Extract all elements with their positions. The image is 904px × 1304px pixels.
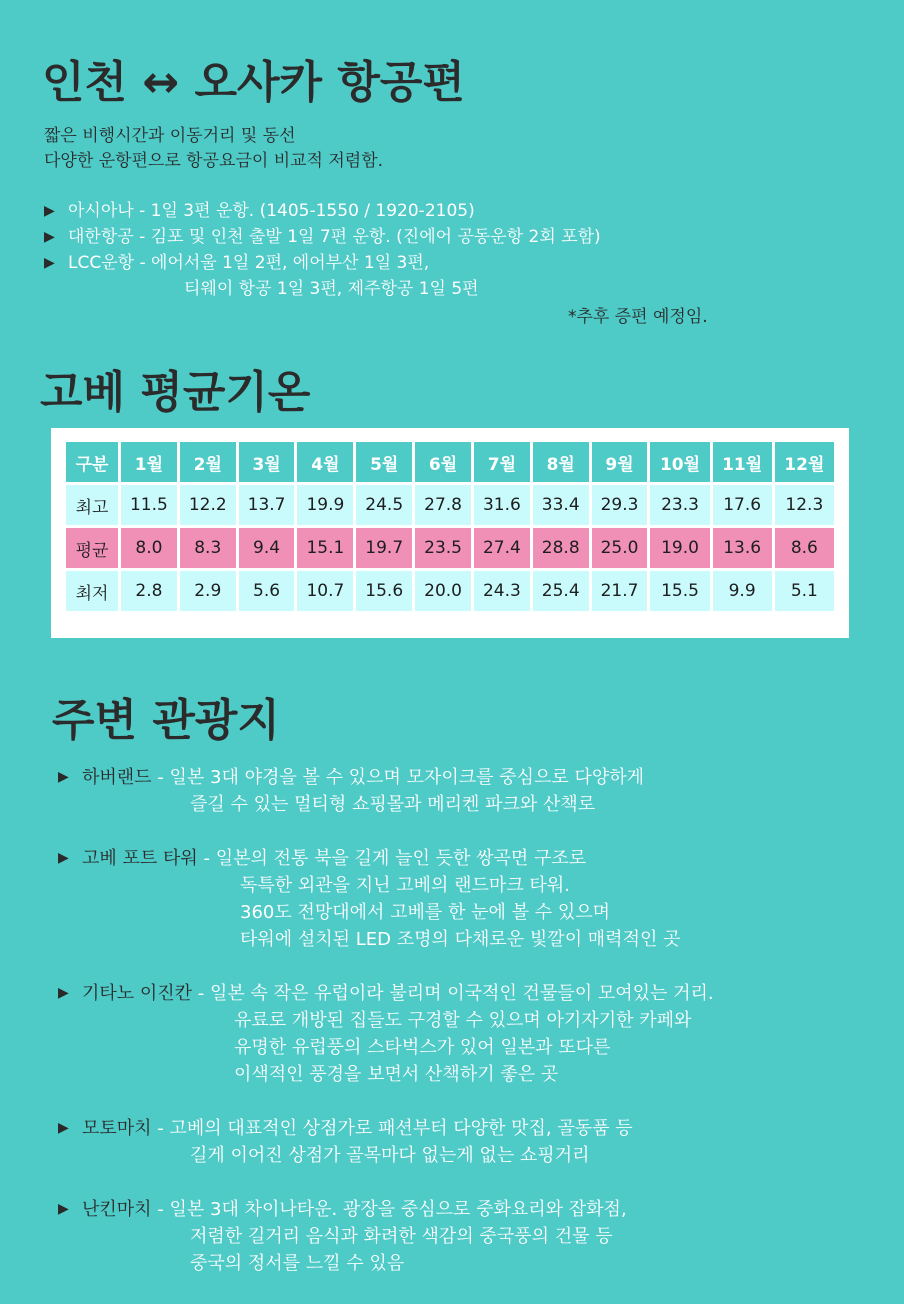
table-row (66, 485, 834, 525)
triangle-right-icon: ▶ (44, 255, 55, 271)
tour-name: 난킨마치 (82, 1199, 152, 1220)
tour-item-headline: ▶ 모토마치 - 고베의 대표적인 상점가로 패션부터 다양한 맛집, 골동품 등 (58, 1115, 714, 1142)
temperature-cell: 9.9 (713, 571, 772, 611)
tour-desc-continued: 유료로 개방된 집들도 구경할 수 있으며 아기자기한 카페와 (234, 1010, 692, 1031)
month-header-cell: 3월 (239, 442, 295, 482)
temperature-cell: 20.0 (415, 571, 471, 611)
month-header-cell: 2월 (180, 442, 236, 482)
month-header-cell: 7월 (474, 442, 530, 482)
airline-item: ▶ LCC운항 - 에어서울 1일 2편, 에어부산 1일 3편, (44, 250, 601, 276)
month-header-cell: 6월 (415, 442, 471, 482)
table-row (66, 571, 834, 611)
airline-name: 대한항공 (68, 227, 134, 247)
temperature-cell: 13.6 (713, 528, 772, 568)
month-header-cell: 10월 (650, 442, 709, 482)
row-label-cell: 평균 (66, 528, 118, 568)
temperature-cell: 23.3 (650, 485, 709, 525)
weather-section-title: 고베 평균기온 (40, 367, 311, 418)
temperature-cell: 19.7 (356, 528, 412, 568)
temperature-cell: 28.8 (533, 528, 589, 568)
temperature-cell: 10.7 (297, 571, 353, 611)
temperature-cell: 27.8 (415, 485, 471, 525)
triangle-right-icon: ▶ (58, 985, 69, 1001)
tour-name: 모토마치 (82, 1118, 152, 1139)
temperature-cell: 31.6 (474, 485, 530, 525)
temperature-cell: 5.6 (239, 571, 295, 611)
temperature-table (51, 428, 849, 638)
triangle-right-icon: ▶ (58, 769, 69, 785)
tour-item (58, 1115, 714, 1169)
temperature-cell: 24.5 (356, 485, 412, 525)
temperature-cell: 15.1 (297, 528, 353, 568)
airline-desc: 김포 및 인천 출발 1일 7편 운항. (진에어 공동운항 2회 포함) (150, 227, 601, 247)
tour-item (58, 764, 714, 818)
flight-section-title: 인천 ↔ 오사카 항공편 (42, 57, 465, 108)
tour-item (58, 845, 714, 953)
temperature-cell: 11.5 (121, 485, 177, 525)
temperature-cell: 8.3 (180, 528, 236, 568)
temperature-cell: 27.4 (474, 528, 530, 568)
month-header-cell: 1월 (121, 442, 177, 482)
flight-intro (44, 124, 383, 174)
month-header-cell: 12월 (775, 442, 834, 482)
tour-item-headline: ▶ 난킨마치 - 일본 3대 차이나타운. 광장을 중심으로 중화요리와 잡화점, (58, 1196, 714, 1223)
tour-desc-continued: 유명한 유럽풍의 스타벅스가 있어 일본과 또다른 (234, 1037, 611, 1058)
temperature-cell: 24.3 (474, 571, 530, 611)
month-header-cell: 11월 (713, 442, 772, 482)
tour-desc-continued: 독특한 외관을 지닌 고베의 랜드마크 타워. (240, 875, 570, 896)
tour-list (58, 764, 714, 1304)
airline-desc: 에어서울 1일 2편, 에어부산 1일 3편, (151, 253, 430, 273)
tour-desc: 고베의 대표적인 상점가로 패션부터 다양한 맛집, 골동품 등 (169, 1118, 633, 1139)
tour-item (58, 1196, 714, 1277)
temperature-cell: 15.6 (356, 571, 412, 611)
table-row (66, 528, 834, 568)
intro-line: 짧은 비행시간과 이동거리 및 동선 (44, 126, 296, 146)
airline-desc-continued: 티웨이 항공 1일 3편, 제주항공 1일 5편 (184, 279, 479, 299)
temperature-cell: 9.4 (239, 528, 295, 568)
temperature-cell: 12.3 (775, 485, 834, 525)
temperature-cell: 8.6 (775, 528, 834, 568)
temperature-cell: 15.5 (650, 571, 709, 611)
header-label-cell: 구분 (66, 442, 118, 482)
temperature-cell: 21.7 (592, 571, 648, 611)
temperature-cell: 5.1 (775, 571, 834, 611)
tour-desc-continued: 저렴한 길거리 음식과 화려한 색감의 중국풍의 건물 등 (190, 1226, 613, 1247)
table-header-row (66, 442, 834, 482)
temperature-cell: 25.0 (592, 528, 648, 568)
triangle-right-icon: ▶ (58, 1120, 69, 1136)
tour-item-headline: ▶ 하버랜드 - 일본 3대 야경을 볼 수 있으며 모자이크를 중심으로 다양하게 (58, 764, 714, 791)
tour-desc-continued: 360도 전망대에서 고베를 한 눈에 볼 수 있으며 (240, 902, 611, 923)
month-header-cell: 9월 (592, 442, 648, 482)
tour-desc-continued: 중국의 정서를 느낄 수 있음 (190, 1253, 405, 1274)
tour-item-headline: ▶ 기타노 이진칸 - 일본 속 작은 유럽이라 불리며 이국적인 건물들이 모여있는 거리. (58, 980, 714, 1007)
triangle-right-icon: ▶ (58, 1201, 69, 1217)
flight-note: *추후 증편 예정임. (568, 307, 708, 327)
airline-item: ▶ 아시아나 - 1일 3편 운항. (1405-1550 / 1920-2105) (44, 198, 601, 224)
temperature-cell: 2.9 (180, 571, 236, 611)
temperature-cell: 2.8 (121, 571, 177, 611)
temperature-cell: 33.4 (533, 485, 589, 525)
tour-desc-continued: 이색적인 풍경을 보면서 산책하기 좋은 곳 (234, 1064, 559, 1085)
row-label-cell: 최고 (66, 485, 118, 525)
temperature-cell: 13.7 (239, 485, 295, 525)
triangle-right-icon: ▶ (44, 229, 55, 245)
tour-desc-continued: 타워에 설치된 LED 조명의 다채로운 빛깔이 매력적인 곳 (240, 929, 681, 950)
tour-name: 기타노 이진칸 (82, 983, 193, 1004)
tour-item-headline: ▶ 고베 포트 타워 - 일본의 전통 북을 길게 늘인 듯한 쌍곡면 구조로 (58, 845, 714, 872)
tour-name: 고베 포트 타워 (82, 848, 198, 869)
tour-item (58, 980, 714, 1088)
month-header-cell: 4월 (297, 442, 353, 482)
airline-list (44, 198, 601, 302)
temperature-cell: 29.3 (592, 485, 648, 525)
temperature-cell: 25.4 (533, 571, 589, 611)
tour-desc: 일본 속 작은 유럽이라 불리며 이국적인 건물들이 모여있는 거리. (210, 983, 714, 1004)
tour-desc-continued: 즐길 수 있는 멀티형 쇼핑몰과 메리켄 파크와 산책로 (190, 794, 596, 815)
month-header-cell: 5월 (356, 442, 412, 482)
airline-name: 아시아나 (68, 201, 134, 221)
temperature-grid (63, 439, 837, 614)
tour-section-title: 주변 관광지 (52, 695, 280, 746)
airline-desc: 1일 3편 운항. (1405-1550 / 1920-2105) (150, 201, 475, 221)
month-header-cell: 8월 (533, 442, 589, 482)
tour-desc-continued: 길게 이어진 상점가 골목마다 없는게 없는 쇼핑거리 (190, 1145, 590, 1166)
temperature-cell: 8.0 (121, 528, 177, 568)
temperature-cell: 17.6 (713, 485, 772, 525)
tour-name: 하버랜드 (82, 767, 152, 788)
triangle-right-icon: ▶ (44, 203, 55, 219)
tour-desc: 일본 3대 차이나타운. 광장을 중심으로 중화요리와 잡화점, (169, 1199, 627, 1220)
tour-desc: 일본 3대 야경을 볼 수 있으며 모자이크를 중심으로 다양하게 (169, 767, 645, 788)
tour-desc: 일본의 전통 북을 길게 늘인 듯한 쌍곡면 구조로 (215, 848, 587, 869)
temperature-cell: 23.5 (415, 528, 471, 568)
airline-name: LCC운항 (68, 253, 135, 273)
triangle-right-icon: ▶ (58, 850, 69, 866)
temperature-cell: 19.9 (297, 485, 353, 525)
temperature-cell: 19.0 (650, 528, 709, 568)
row-label-cell: 최저 (66, 571, 118, 611)
intro-line: 다양한 운항편으로 항공요금이 비교적 저렴함. (44, 151, 384, 171)
temperature-cell: 12.2 (180, 485, 236, 525)
airline-item: ▶ 대한항공 - 김포 및 인천 출발 1일 7편 운항. (진에어 공동운항 2회 포함) (44, 224, 601, 250)
